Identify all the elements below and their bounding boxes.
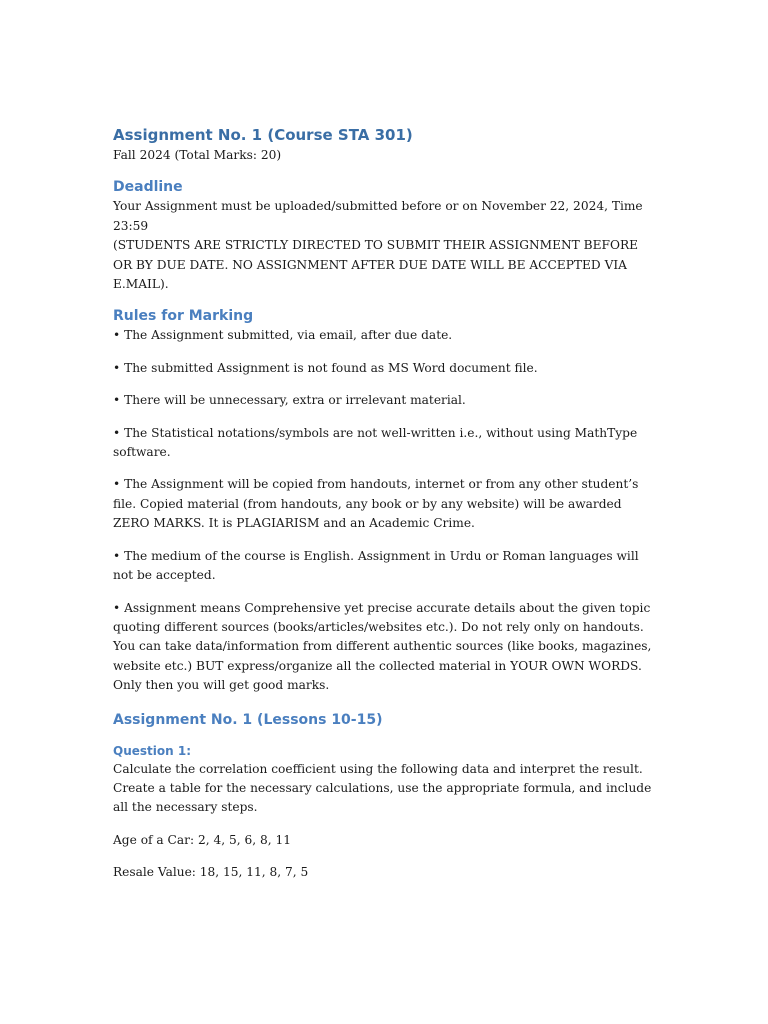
question-text: Calculate the correlation coefficient using the following data and interpret the result. Create a table for the necessary calculations, use the appropriate formula, and include all the necessary steps. — [113, 761, 652, 815]
assignment-heading: Assignment No. 1 (Lessons 10-15) — [113, 711, 383, 728]
data-resale-value: Resale Value: 18, 15, 11, 8, 7, 5 — [113, 865, 309, 880]
rule-item: • The medium of the course is English. Assignment in Urdu or Roman languages will not be accepted. — [113, 548, 639, 583]
deadline-text: Your Assignment must be uploaded/submitted before or on November 22, 2024, Time 23:59 — [113, 199, 643, 233]
rule-item: • The submitted Assignment is not found as MS Word document file. — [113, 360, 538, 375]
rule-item: • There will be unnecessary, extra or irrelevant material. — [113, 393, 466, 408]
document-subtitle: Fall 2024 (Total Marks: 20) — [113, 148, 282, 162]
document-title: Assignment No. 1 (Course STA 301) — [113, 126, 413, 144]
question-label: Question 1: — [113, 743, 191, 758]
rule-item: • The Assignment will be copied from handouts, internet or from any other student’s file. Copied material (from handouts, any book or by any website) will be awarded ZERO MARKS. It is PLAGIARISM and an Academic Crime. — [113, 477, 639, 531]
deadline-heading: Deadline — [113, 179, 183, 196]
rules-heading: Rules for Marking — [113, 308, 254, 325]
document-page — [113, 124, 658, 883]
data-age: Age of a Car: 2, 4, 5, 6, 8, 11 — [113, 832, 291, 847]
rule-item: • Assignment means Comprehensive yet precise accurate details about the given topic quoting different sources (books/articles/websites etc.). Do not rely only on handouts. You can take data/information from different authentic sources (like books, magazines, website etc.) BUT express/organize all the collected material in YOUR OWN WORDS. Only then you will get good marks. — [113, 600, 652, 693]
rule-item: • The Statistical notations/symbols are not well-written i.e., without using MathType software. — [113, 425, 638, 460]
rule-item: • The Assignment submitted, via email, after due date. — [113, 328, 453, 343]
deadline-warning: (STUDENTS ARE STRICTLY DIRECTED TO SUBMIT THEIR ASSIGNMENT BEFORE OR BY DUE DATE. NO ASSIGNMENT AFTER DUE DATE WILL BE ACCEPTED VIA E.MAIL). — [113, 238, 639, 292]
